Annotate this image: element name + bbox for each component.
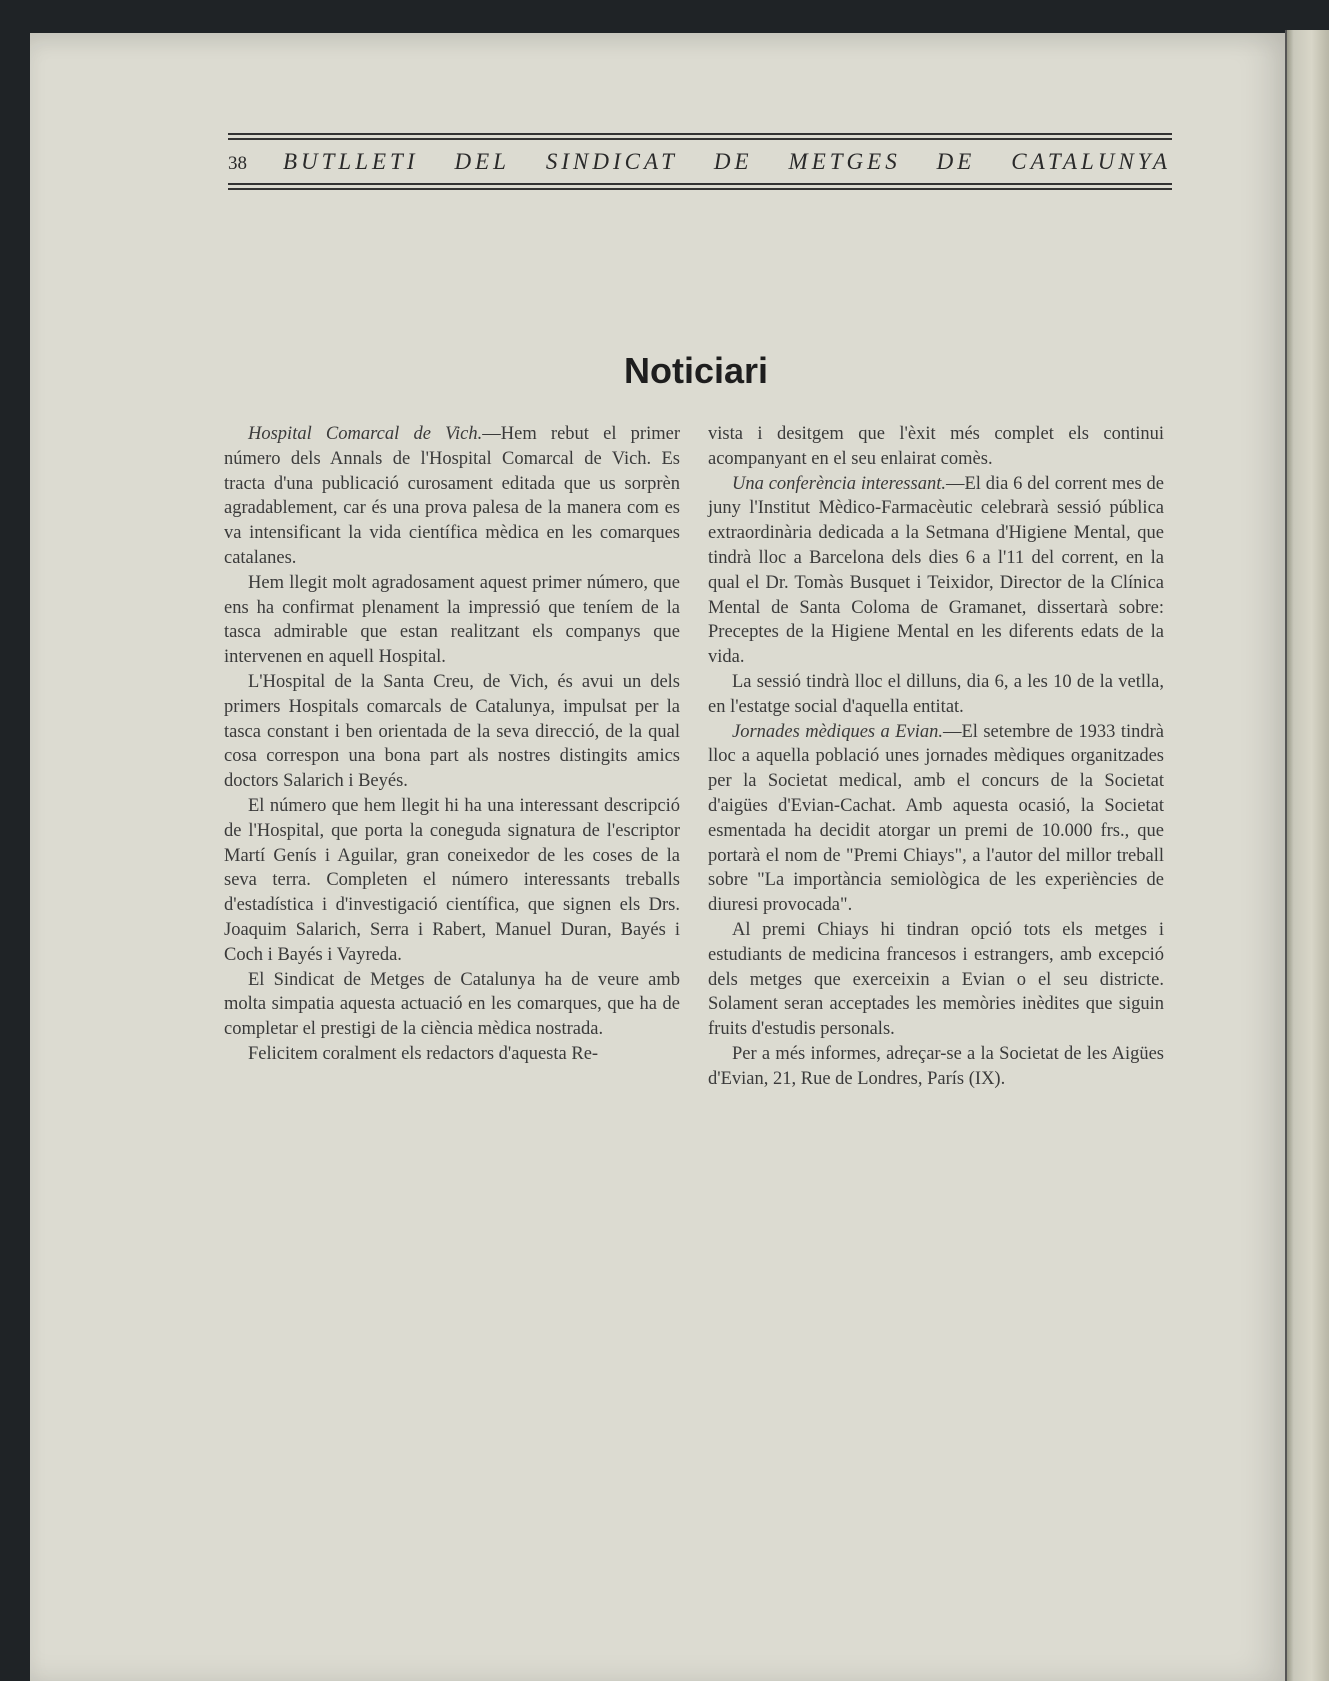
paragraph (224, 422, 680, 571)
paragraph-lead: Hospital Comarcal de Vich. (248, 424, 483, 444)
header-rule-bottom (228, 183, 1172, 185)
paragraph (708, 422, 1164, 472)
paragraph (708, 918, 1164, 1042)
paragraph-lead: Una conferència interessant. (732, 473, 946, 494)
header-word: CATALUNYA (1011, 149, 1171, 174)
paragraph (708, 472, 1164, 670)
running-header (228, 149, 1171, 179)
paragraph-lead: Jornades mèdiques a Evian. (732, 721, 943, 742)
paragraph-text: La sessió tindrà lloc el dilluns, dia 6, a les 10 de la vetlla, en l'estatge social d'aquella entitat. (708, 671, 1164, 717)
paragraph (708, 670, 1164, 720)
paragraph-text: Felicitem coralment els redactors d'aquesta Re- (248, 1043, 599, 1064)
header-rule-bottom-2 (228, 188, 1172, 190)
header-word: DE (713, 149, 753, 174)
page-number: 38 (228, 153, 247, 174)
paragraph-text: Hem llegit molt agradosament aquest primer número, que ens ha confirmat plenament la impressió que teníem de la tasca admirable que estan realitzant els companys que intervenen en aquell Hospital. (224, 572, 680, 668)
paragraph-text: —El setembre de 1933 tindrà lloc a aquella població unes jornades mèdiques organitzades per la Societat medical, amb el concurs de la Societat d'aigües d'Evian-Cachat. Amb aquesta ocasió, la Societat esmentada ha decidit atorgar un premi de 10.000 frs., que portarà el nom de "Premi Chiays", a l'autor del millor treball sobre "La importància semiològica de les experiències de diuresi provocada". (708, 721, 1164, 916)
header-word: SINDICAT (545, 149, 678, 174)
paragraph (224, 794, 680, 968)
paragraph-text: L'Hospital de la Santa Creu, de Vich, és avui un dels primers Hospitals comarcals de Catalunya, impulsat per la tasca constant i ben orientada de la seva direcció, de la qual cosa correspon una bona part als nostres distingits amics doctors Salarich i Beyés. (224, 671, 680, 792)
left-column (224, 422, 680, 1067)
paragraph-text: —Hem rebut el primer número dels Annals de l'Hospital Comarcal de Vich. Es tracta d'una publicació curosament editada que us sorprèn agradablement, car és una prova palesa de la manera com es va intensificant la vida científica mèdica en les comarques catalanes. (224, 424, 680, 568)
paragraph-text: —El dia 6 del corrent mes de juny l'Institut Mèdico-Farmacèutic celebrarà sessió pública extraordinària dedicada a la Setmana d'Higiene Mental, que tindrà lloc a Barcelona dels dies 6 a l'11 del corrent, en la qual el Dr. Tomàs Busquet i Teixidor, Director de la Clínica Mental de Santa Coloma de Gramanet, dissertarà sobre: Preceptes de la Higiene Mental en les diferents edats de la vida. (708, 473, 1164, 668)
header-word: METGES (788, 149, 901, 174)
paragraph-text: El número que hem llegit hi ha una interessant descripció de l'Hospital, que porta la coneguda signatura de l'escriptor Martí Genís i Aguilar, gran coneixedor de les coses de la seva terra. Completen el número interessants treballs d'estadística i d'investigació científica, que signen els Drs. Joaquim Salarich, Serra i Rabert, Manuel Duran, Bayés i Coch i Bayés i Vayreda. (224, 795, 680, 965)
paragraph (708, 1042, 1164, 1092)
header-word: DEL (454, 149, 510, 174)
section-title: Noticiari (623, 350, 769, 391)
header-word: DE (936, 149, 976, 174)
paragraph-text: vista i desitgem que l'èxit més complet els continui acompanyant en el seu enlairat comès. (708, 424, 1164, 469)
header-word: BUTLLETI (282, 149, 419, 174)
header-rule-top-2 (228, 138, 1172, 140)
paragraph-text: El Sindicat de Metges de Catalunya ha de veure amb molta simpatia aquesta actuació en les comarques, que ha de completar el prestigi de la ciència mèdica nostrada. (224, 969, 680, 1040)
paragraph (224, 1042, 680, 1067)
paragraph (708, 720, 1164, 918)
paragraph (224, 968, 680, 1042)
right-column (708, 422, 1164, 1092)
paragraph-text: Al premi Chiays hi tindran opció tots els metges i estudiants de medicina francesos i estrangers, amb excepció dels metges que exerceixin a Evian o el seu districte. Solament seran acceptades les memòries inèdites que siguin fruits d'estudis personals. (708, 919, 1164, 1040)
paragraph (224, 571, 680, 670)
adjacent-page-edge (1285, 30, 1329, 1681)
paragraph (224, 670, 680, 794)
header-rule-top (228, 133, 1172, 135)
paragraph-text: Per a més informes, adreçar-se a la Societat de les Aigües d'Evian, 21, Rue de Londres, París (IX). (708, 1043, 1164, 1089)
